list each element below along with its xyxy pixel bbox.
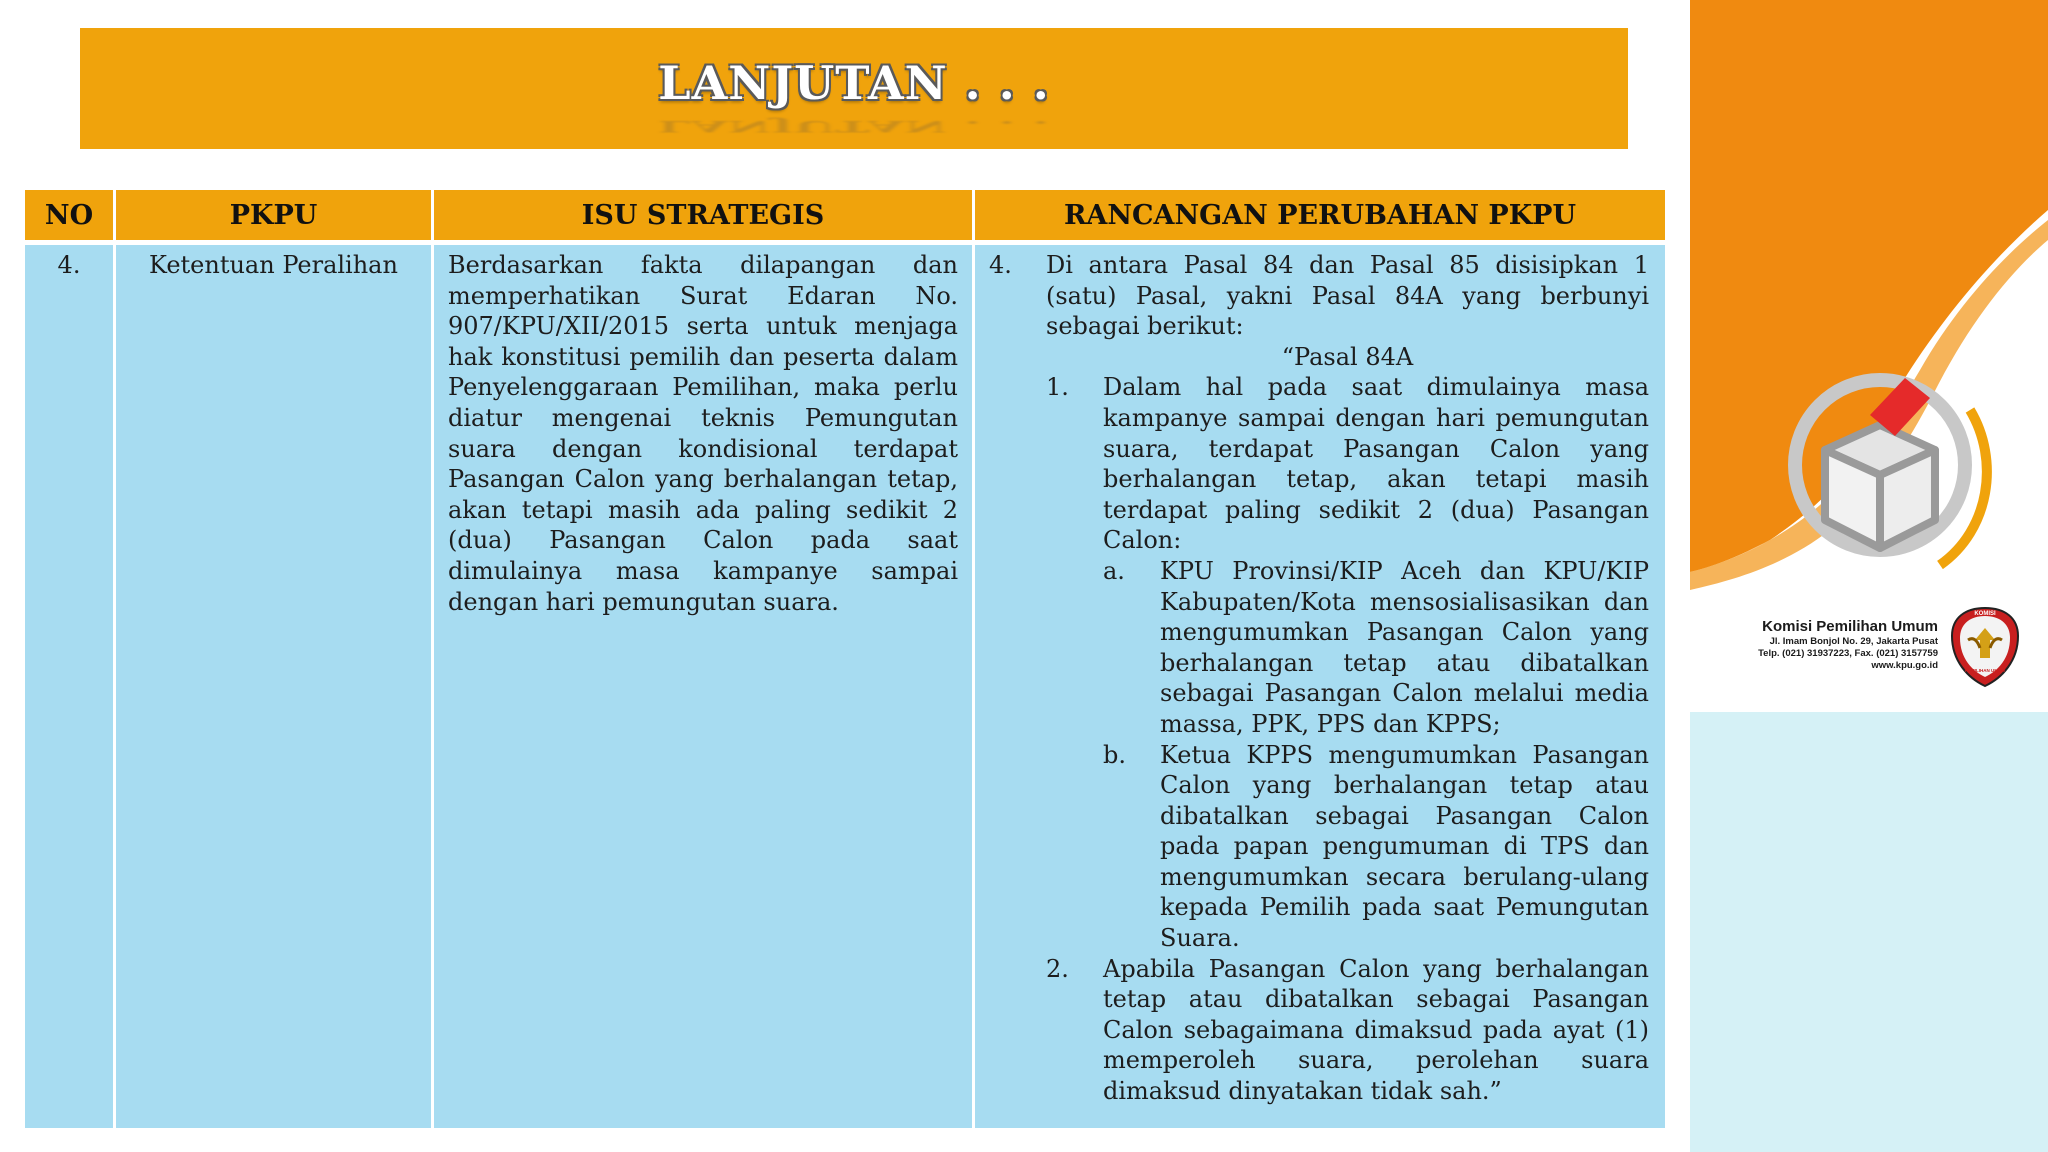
item-1-number: 1. [1046, 373, 1069, 402]
item-2-row [989, 954, 1649, 1107]
rancangan-intro: Di antara Pasal 84 dan Pasal 85 disisipkan 1 (satu) Pasal, yakni Pasal 84A yang berbunyi sebagai berikut: [1046, 251, 1649, 341]
rancangan-number: 4. [989, 251, 1012, 279]
item-1-row [989, 372, 1649, 556]
ballot-box-logo-icon [1770, 370, 2010, 590]
emblem-text-bottom: PEMILIHAN UMUM [1965, 668, 2005, 673]
pkpu-value: Ketentuan Peralihan [149, 251, 398, 279]
org-address: Jl. Imam Bonjol No. 29, Jakarta Pusat [1769, 636, 1938, 647]
pkpu-table [25, 190, 1665, 1130]
item-2-number: 2. [1046, 954, 1069, 983]
page-title-reflection: LANJUTAN . . . [658, 117, 1050, 136]
header-no: NO [25, 190, 113, 240]
header-pkpu: PKPU [116, 190, 431, 240]
row-number: 4. [57, 251, 81, 279]
organization-info [1700, 618, 1938, 672]
title-banner [80, 28, 1628, 149]
sub-b-row [989, 740, 1649, 954]
sub-b-letter: b. [1103, 740, 1126, 769]
header-rancangan: RANCANGAN PERUBAHAN PKPU [975, 190, 1665, 240]
pasal-title: “Pasal 84A [1281, 342, 1414, 371]
sub-a-text: KPU Provinsi/KIP Aceh dan KPU/KIP Kabupaten/Kota mensosialisasikan dan mengumumkan Pasangan Calon yang berhalangan tetap atau dibatalkan sebagai Pasangan Calon melalui media massa, PPK, PPS dan KPPS; [1160, 556, 1649, 738]
pasal-title-row [989, 342, 1649, 373]
org-name: Komisi Pemilihan Umum [1762, 618, 1938, 635]
cell-pkpu [116, 245, 431, 1128]
page-title: LANJUTAN . . . [658, 56, 1050, 110]
org-phone: Telp. (021) 31937223, Fax. (021) 3157759 [1758, 648, 1938, 659]
cell-no [25, 245, 113, 1128]
isu-strategis-text: Berdasarkan fakta dilapangan dan memperhatikan Surat Edaran No. 907/KPU/XII/2015 serta untuk menjaga hak konstitusi pemilih dan peserta dalam Penyelenggaraan Pemilihan, maka perlu diatur mengenai teknis Pemungutan suara dengan kondisional terdapat Pasangan Calon yang berhalangan tetap, akan tetapi masih ada paling sedikit 2 (dua) Pasangan Calon pada saat dimulainya masa kampanye sampai dengan hari pemungutan suara. [448, 251, 958, 616]
org-website: www.kpu.go.id [1871, 660, 1938, 671]
sub-a-row [989, 556, 1649, 740]
sub-b-text: Ketua KPPS mengumumkan Pasangan Calon yang berhalangan tetap atau dibatalkan sebagai Pasangan Calon pada papan pengumuman di TPS dan mengumumkan secara berulang-ulang kepada Pemilih pada saat Pemungutan Suara. [1160, 740, 1649, 953]
rancangan-intro-row [989, 250, 1649, 342]
kpu-emblem-icon [1950, 606, 2020, 688]
item-2-text: Apabila Pasangan Calon yang berhalangan tetap atau dibatalkan sebagai Pasangan Calon sebagaimana dimaksud pada ayat (1) memperoleh suara, perolehan suara dimaksud dinyatakan tidak sah.” [1103, 954, 1649, 1106]
sub-a-letter: a. [1103, 556, 1125, 585]
rancangan-content [989, 250, 1649, 1107]
emblem-text-top: KOMISI [1974, 611, 1996, 617]
header-isu-strategis: ISU STRATEGIS [434, 190, 972, 240]
item-1-text: Dalam hal pada saat dimulainya masa kampanye sampai dengan hari pemungutan suara, terdapat Pasangan Calon yang berhalangan tetap, akan tetapi masih terdapat paling sedikit 2 (dua) Pasangan Calon: [1103, 373, 1649, 555]
